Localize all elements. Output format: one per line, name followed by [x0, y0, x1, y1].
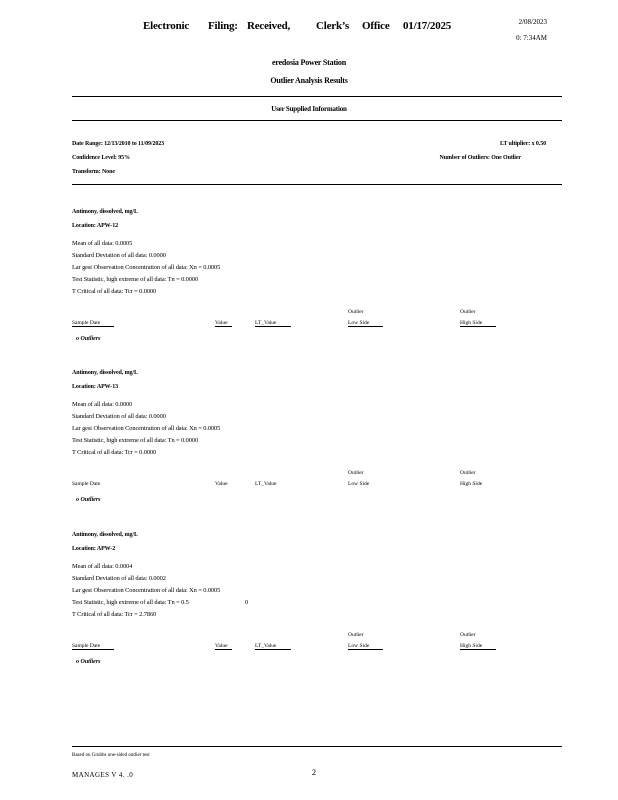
print-time: 0: 7:34AM [516, 34, 547, 42]
info-rule [72, 184, 562, 185]
report-subtitle: User Supplied Information [271, 105, 347, 113]
footer-note: Based on Grubbs one-sided outlier test [72, 753, 150, 758]
col-outlier-high-2: High Side [460, 481, 483, 487]
header-rule-bottom [72, 120, 562, 121]
test-statistic-extra: 0 [245, 599, 249, 606]
col-outlier-high-2: High Side [460, 320, 496, 327]
col-outlier-low-1: Outlier [348, 632, 364, 638]
filing-stamp-received: Received, [247, 20, 291, 32]
location: Location: APW-12 [72, 223, 119, 229]
lt-multiplier: LT ultiplier: x 0.50 [499, 141, 546, 147]
col-outlier-low-1: Outlier [348, 470, 364, 476]
col-outlier-low-2: Low Side [348, 481, 370, 487]
date-range: Date Range: 12/13/2010 to 11/09/2023 [72, 141, 165, 147]
parameter-name: Antimony, dissolved, mg/L [72, 532, 138, 538]
filing-stamp-office: Office [362, 20, 390, 32]
standard-deviation: Standard Deviation of all data: 0.0002 [72, 575, 166, 582]
col-outlier-high-1: Outlier [460, 470, 476, 476]
test-statistic: Test Statistic, high extreme of all data: Tn = 0.0000 [72, 276, 199, 283]
largest-observation: Lar gest Observation Concentration of all data: Xn = 0.0005 [72, 264, 221, 271]
outlier-result: o Outliers [76, 336, 101, 342]
col-value: Value [215, 481, 228, 487]
col-outlier-high-1: Outlier [460, 309, 476, 315]
filing-stamp-electronic: Electronic [143, 20, 190, 32]
t-critical: T Critical of all data: Tcr = 0.0000 [72, 288, 157, 295]
outlier-result: o Outliers [76, 659, 101, 665]
col-outlier-high-1: Outlier [460, 632, 476, 638]
mean: Mean of all data: 0.0000 [72, 401, 133, 408]
col-outlier-high-2: High Side [460, 643, 496, 650]
footer-rule [72, 746, 562, 747]
location: Location: APW-13 [72, 384, 119, 390]
test-statistic: Test Statistic, high extreme of all data: Tn = 0.0000 [72, 437, 199, 444]
col-value: Value [215, 320, 232, 327]
location: Location: APW-2 [72, 546, 116, 552]
station-name: eredosia Power Station [272, 58, 346, 67]
parameter-name: Antimony, dissolved, mg/L [72, 209, 138, 215]
t-critical: T Critical of all data: Tcr = 2.7860 [72, 611, 157, 618]
col-sample-date: Sample Date [72, 643, 114, 650]
print-date: 2/08/2023 [518, 18, 547, 26]
col-value: Value [215, 643, 232, 650]
filing-stamp-clerks: Clerk’s [316, 20, 350, 32]
col-lt-value: LT_Value [255, 643, 291, 650]
largest-observation: Lar gest Observation Concentration of all data: Xn = 0.0005 [72, 587, 221, 594]
confidence-level: Confidence Level: 95% [72, 155, 130, 161]
header-rule-top [72, 96, 562, 97]
outlier-result: o Outliers [76, 497, 101, 503]
col-lt-value: LT_Value [255, 481, 277, 487]
test-statistic: Test Statistic, high extreme of all data: Tn = 0.5 [72, 599, 189, 606]
standard-deviation: Standard Deviation of all data: 0.0000 [72, 413, 166, 420]
t-critical: T Critical of all data: Tcr = 0.0000 [72, 449, 157, 456]
report-title: Outlier Analysis Results [270, 76, 348, 85]
standard-deviation: Standard Deviation of all data: 0.0000 [72, 252, 166, 259]
parameter-name: Antimony, dissolved, mg/L [72, 370, 138, 376]
filing-stamp-date: 01/17/2025 [403, 20, 452, 32]
col-outlier-low-2: Low Side [348, 643, 383, 650]
col-outlier-low-2: Low Side [348, 320, 383, 327]
largest-observation: Lar gest Observation Concentration of all data: Xn = 0.0005 [72, 425, 221, 432]
software-version: MANAGES V 4. .0 [72, 771, 134, 779]
col-outlier-low-1: Outlier [348, 309, 364, 315]
mean: Mean of all data: 0.0004 [72, 563, 133, 570]
col-sample-date: Sample Date [72, 481, 101, 487]
page-number: 2 [312, 768, 316, 777]
number-of-outliers: Number of Outliers: One Outlier [439, 155, 521, 161]
col-sample-date: Sample Date [72, 320, 114, 327]
col-lt-value: LT_Value [255, 320, 291, 327]
filing-stamp-filing: Filing: [208, 20, 238, 32]
transform: Transform: None [72, 169, 115, 175]
mean: Mean of all data: 0.0005 [72, 240, 133, 247]
